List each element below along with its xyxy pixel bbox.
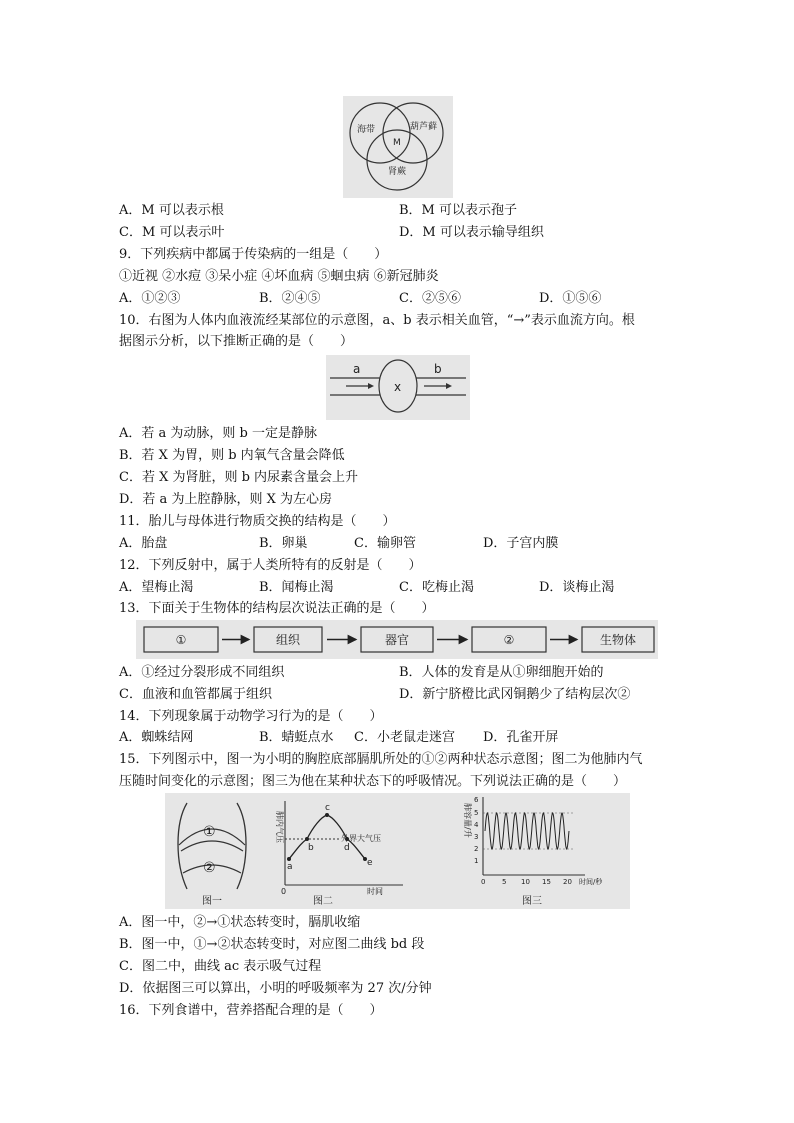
vessel-a-label: a (353, 362, 361, 376)
fig3-ytick-4: 4 (474, 821, 479, 829)
q10-stem-1: 10．右图为人体内血液流经某部位的示意图，a、b 表示相关血管，“→”表示血流方向。根 (119, 313, 635, 328)
q15-stem-2: 压随时间变化的示意图；图三为他在某种状态下的呼吸情况。下列说法正确的是（ ） (119, 774, 627, 789)
q9-option-b: B．②④⑤ (259, 291, 321, 306)
fig3-xtick-10: 10 (521, 878, 530, 886)
level-box-1: ① (175, 633, 187, 647)
q13-option-c: C．血液和血管都属于组织 (119, 687, 272, 702)
fig3-xtick-0: 0 (481, 878, 486, 886)
level-box-2: 组织 (275, 633, 301, 647)
fig2-label-b: b (308, 843, 314, 853)
q11-option-c: C．输卵管 (354, 536, 416, 551)
q12-option-a: A．望梅止渴 (119, 580, 194, 595)
q12-option-b: B．闻梅止渴 (259, 580, 334, 595)
q9-stem: 9．下列疾病中都属于传染病的一组是（ ） (119, 247, 388, 262)
q8-option-c: C．M 可以表示叶 (119, 225, 225, 240)
fig2-point-b (305, 837, 309, 841)
level-box-4: ② (503, 633, 515, 647)
q10-option-a: A．若 a 为动脉，则 b 一定是静脉 (119, 426, 317, 441)
q10-option-d: D．若 a 为上腔静脉，则 X 为左心房 (119, 492, 332, 507)
organ-x-label: x (394, 380, 402, 394)
fig2-x-label: 时间 (367, 887, 383, 896)
q13-stem: 13．下面关于生物体的结构层次说法正确的是（ ） (119, 601, 435, 616)
fig3-ytick-3: 3 (474, 833, 479, 841)
fig3-xtick-5: 5 (502, 878, 507, 886)
q14-option-c: C．小老鼠走迷宫 (354, 730, 455, 745)
venn-label-right: 葫芦藓 (410, 122, 438, 132)
fig3-ytick-6: 6 (474, 796, 479, 804)
q11-option-b: B．卵巢 (259, 536, 308, 551)
venn-label-center: M (393, 138, 401, 148)
fig2-caption: 图二 (313, 896, 333, 907)
fig3-ytick-5: 5 (474, 809, 479, 817)
fig1-caption: 图一 (202, 896, 222, 907)
q15-option-a: A．图一中，②→①状态转变时，膈肌收缩 (119, 915, 361, 930)
q11-stem: 11．胎儿与母体进行物质交换的结构是（ ） (119, 514, 396, 529)
q15-option-c: C．图二中，曲线 ac 表示吸气过程 (119, 959, 322, 974)
vessel-b-label: b (434, 362, 442, 376)
fig2-reference-label: 外界大气压 (341, 834, 381, 843)
fig3-x-label: 时间/秒 (579, 878, 603, 886)
q14-option-a: A．蜘蛛结网 (119, 730, 194, 745)
fig2-label-e: e (367, 858, 373, 868)
q15-option-d: D．依据图三可以算出，小明的呼吸频率为 27 次/分钟 (119, 981, 432, 996)
fig2-point-c (325, 813, 329, 817)
q13-option-d: D．新宁脐橙比武冈铜鹅少了结构层次② (399, 687, 631, 702)
q15-option-b: B．图一中，①→②状态转变时，对应图二曲线 bd 段 (119, 937, 425, 952)
fig3-ytick-2: 2 (474, 845, 479, 853)
venn-label-left: 海带 (357, 125, 376, 135)
fig3-caption: 图三 (522, 896, 542, 907)
q9-option-a: A．①②③ (119, 291, 181, 306)
fig2-y-label: 肺内气压 (275, 811, 284, 843)
q9-option-d: D．①⑤⑥ (539, 291, 602, 306)
fig2-label-c: c (325, 803, 330, 813)
fig3-volume-curve (485, 813, 569, 849)
q13-option-a: A．①经过分裂形成不同组织 (119, 665, 285, 680)
q11-option-d: D．子宫内膜 (483, 536, 559, 551)
q12-option-c: C．吃梅止渴 (399, 580, 474, 595)
q8-option-d: D．M 可以表示输导组织 (399, 225, 544, 240)
q10-stem-2: 据图示分析，以下推断正确的是（ ） (119, 334, 354, 349)
q16-stem: 16．下列食谱中，营养搭配合理的是（ ） (119, 1003, 383, 1018)
q12-option-d: D．谈梅止渴 (539, 580, 615, 595)
q14-option-d: D．孔雀开屏 (483, 730, 559, 745)
fig2-label-d: d (344, 843, 350, 853)
fig3-ytick-1: 1 (474, 857, 479, 865)
structure-hierarchy-diagram (136, 620, 658, 659)
q14-option-b: B．蜻蜓点水 (259, 730, 334, 745)
fig2-label-a: a (287, 862, 293, 872)
venn-label-bottom: 肾蕨 (388, 167, 407, 177)
q9-option-c: C．②⑤⑥ (399, 291, 461, 306)
q10-option-c: C．若 X 为肾脏，则 b 内尿素含量会上升 (119, 470, 359, 485)
fig3-y-label: 肺容量/升 (463, 803, 472, 838)
fig1-state-2: ② (203, 860, 216, 876)
q14-stem: 14．下列现象属于动物学习行为的是（ ） (119, 709, 383, 724)
q15-stem-1: 15．下列图示中，图一为小明的胸腔底部膈肌所处的①②两种状态示意图；图二为他肺内气 (119, 752, 643, 767)
q13-option-b: B．人体的发育是从①卵细胞开始的 (399, 665, 604, 680)
venn-diagram (343, 96, 453, 198)
q11-option-a: A．胎盘 (119, 536, 168, 551)
q12-stem: 12．下列反射中，属于人类所特有的反射是（ ） (119, 558, 422, 573)
blood-flow-diagram (326, 355, 470, 420)
fig3-xtick-15: 15 (542, 878, 551, 886)
level-box-3: 器官 (384, 633, 410, 647)
q8-option-b: B．M 可以表示孢子 (399, 203, 517, 218)
fig2-point-a (287, 857, 291, 861)
fig1-state-1: ① (203, 824, 216, 840)
q9-list: ①近视 ②水痘 ③呆小症 ④坏血病 ⑤蛔虫病 ⑥新冠肺炎 (119, 269, 439, 284)
respiration-figures (165, 793, 630, 909)
level-box-5: 生物体 (599, 633, 637, 647)
q8-option-a: A．M 可以表示根 (119, 203, 224, 218)
fig3-xtick-20: 20 (563, 878, 572, 886)
q10-option-b: B．若 X 为胃，则 b 内氧气含量会降低 (119, 448, 345, 463)
fig2-origin: 0 (281, 887, 287, 896)
